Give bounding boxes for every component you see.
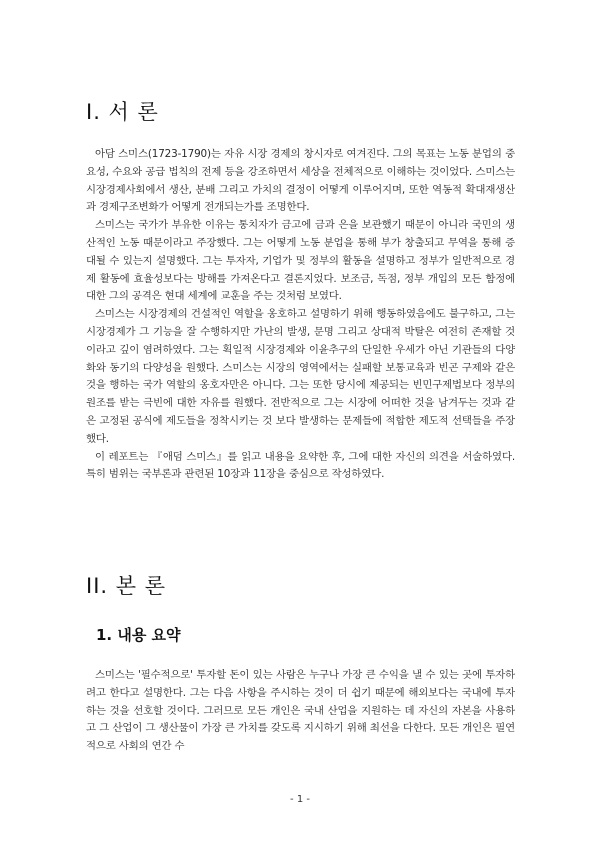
paragraph: 이 레포트는 『애덤 스미스』를 읽고 내용을 요약한 후, 그에 대한 자신의 의견을 서술하였다. 특히 범위는 국부론과 관련된 10장과 11장을 중심으로 작성하였다. bbox=[86, 450, 515, 481]
section-heading-main-body: II. 본 론 bbox=[86, 574, 166, 598]
subsection-heading-summary: 1. 내용 요약 bbox=[96, 626, 181, 644]
summary-body bbox=[86, 667, 515, 756]
paragraph: 스미스는 시장경제의 건설적인 역할을 옹호하고 설명하기 위해 행동하였음에도 불구하고, 그는 시장경제가 그 기능을 잘 수행하지만 가난의 발생, 문명 그리고 상대적 박탈은 여전히 존재할 것이라고 깊이 염려하였다. 그는 획일적 시장경제와 이윤추구의 단일한 우세가 아닌 기관들의 다양화와 동기의 다양성을 원했다. 스미스는 시장의 영역에서는 실패할 보통교육과 빈곤 구제와 같은 것을 행하는 국가 역할의 옹호자만은 아니다. 그는 또한 당시에 제공되는 빈민구제법보다 정부의 원조를 받는 극빈에 대한 자유를 원했다. 전반적으로 그는 시장에 어떠한 것을 남겨두는 것과 같은 고정된 공식에 제도들을 정착시키는 것 보다 발생하는 문제들에 적합한 제도적 선택들을 주장했다. bbox=[86, 308, 515, 445]
page-number: - 1 - bbox=[290, 794, 310, 805]
section-heading-introduction: I. 서 론 bbox=[86, 100, 159, 124]
introduction-body bbox=[86, 146, 515, 484]
paragraph: 아담 스미스(1723-1790)는 자유 시장 경제의 창시자로 여겨진다. 그의 목표는 노동 분업의 중요성, 수요와 공급 법칙의 전제 등을 강조하면서 세상을 전체적으로 이해하는 것이었다. 스미스는 시장경제사회에서 생산, 분배 그리고 가치의 결정이 어떻게 이루어지며, 또한 역동적 확대재생산과 경제구조변화가 어떻게 전개되는가를 조명한다. bbox=[86, 148, 515, 214]
paragraph: 스미스는 국가가 부유한 이유는 통치자가 금고에 금과 은을 보관했기 때문이 아니라 국민의 생산적인 노동 때문이라고 주장했다. 그는 어떻게 노동 분업을 통해 부가 창출되고 무역을 통해 증대될 수 있는지 설명했다. 그는 투자자, 기업가 및 정부의 활동을 설명하고 정부가 일반적으로 경제 활동에 효율성보다는 방해를 가져온다고 결론지었다. 보조금, 독점, 정부 개입의 모든 함정에 대한 그의 공격은 현대 세계에 교훈을 주는 것처럼 보였다. bbox=[86, 219, 515, 303]
paragraph: 스미스는 '필수적으로' 투자할 돈이 있는 사람은 누구나 가장 큰 수익을 낼 수 있는 곳에 투자하려고 한다고 설명한다. 그는 다음 사항을 주시하는 것이 더 쉽기 때문에 해외보다는 국내에 투자하는 것을 선호할 것이다. 그러므로 모든 개인은 국내 산업을 지원하는 데 자신의 자본을 사용하고 그 산업이 그 생산물이 가장 큰 가치를 갖도록 지시하기 위해 최선을 다한다. 모든 개인은 필연적으로 사회의 연간 수 bbox=[86, 669, 515, 753]
